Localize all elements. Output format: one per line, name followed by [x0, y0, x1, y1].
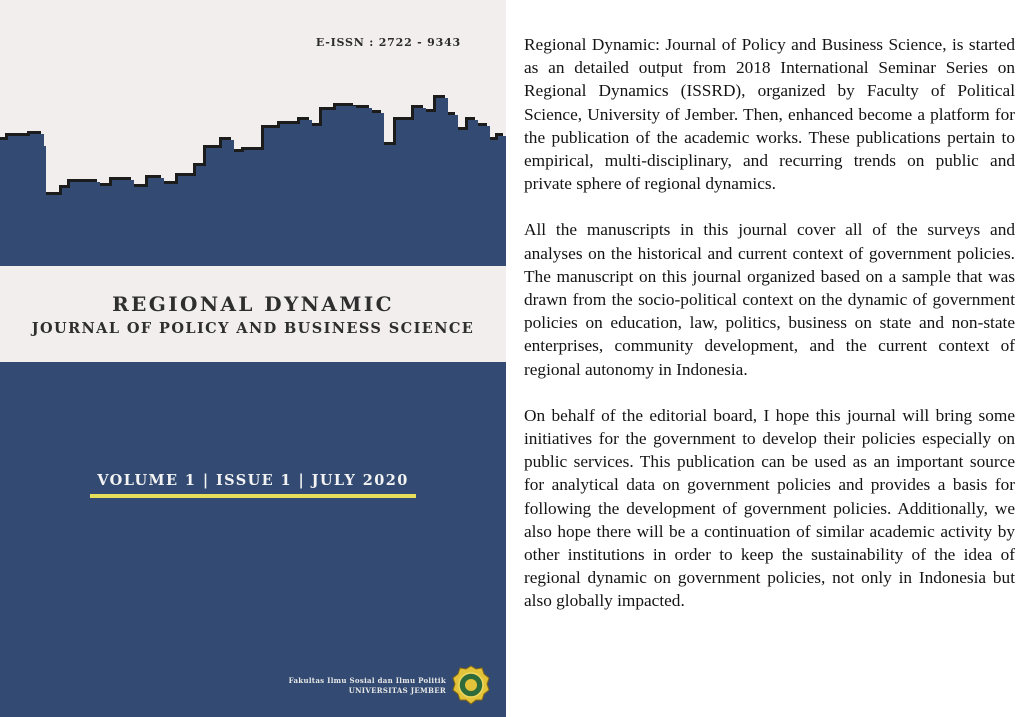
paragraph-3: On behalf of the editorial board, I hope this journal will bring some initiatives for the government to develop their policies especially on public services. This publication can be used as an important source for analytical data on government policies and provides a basis for following the development of government policies. Additionally, we also hope there will be a continuation of similar academic activity by other institutions in order to keep the sustainability of the idea of regional dynamic on government policies, not only in Indonesia but also globally impacted. [524, 405, 1015, 611]
paragraph-1: Regional Dynamic: Journal of Policy and Business Science, is started as an detailed output from 2018 International Seminar Series on Regional Dynamics (ISSRD), organized by Faculty of Political Science, University of Jember. Then, enhanced become a platform for the publication of the academic works. These publications pertain to empirical, multi-disciplinary, and recurring trends on public and private sphere of regional dynamics. [524, 35, 1015, 194]
university-seal-icon [451, 665, 491, 705]
accent-underline [90, 494, 416, 498]
journal-cover [0, 0, 506, 717]
issn-label: E-ISSN : 2722 - 9343 [315, 36, 461, 49]
volume-issue-label: VOLUME 1 | ISSUE 1 | JULY 2020 [97, 472, 409, 489]
faculty-label [289, 676, 446, 696]
journal-subtitle: JOURNAL OF POLICY AND BUSINESS SCIENCE [31, 320, 475, 337]
journal-description [524, 33, 1015, 636]
paragraph-2: All the manuscripts in this journal cover all of the surveys and analyses on the historical and current context of government policies. The manuscript on this journal organized based on a sample that was drawn from the socio-political context on the dynamic of government policies on education, law, politics, business on state and non-state enterprises, community development, and the current context of regional autonomy in Indonesia. [524, 220, 1015, 379]
university-name: UNIVERSITAS JEMBER [348, 686, 446, 695]
journal-title: REGIONAL DYNAMIC [112, 292, 394, 316]
faculty-name: Fakultas Ilmu Sosial dan Ilmu Politik [288, 676, 446, 685]
